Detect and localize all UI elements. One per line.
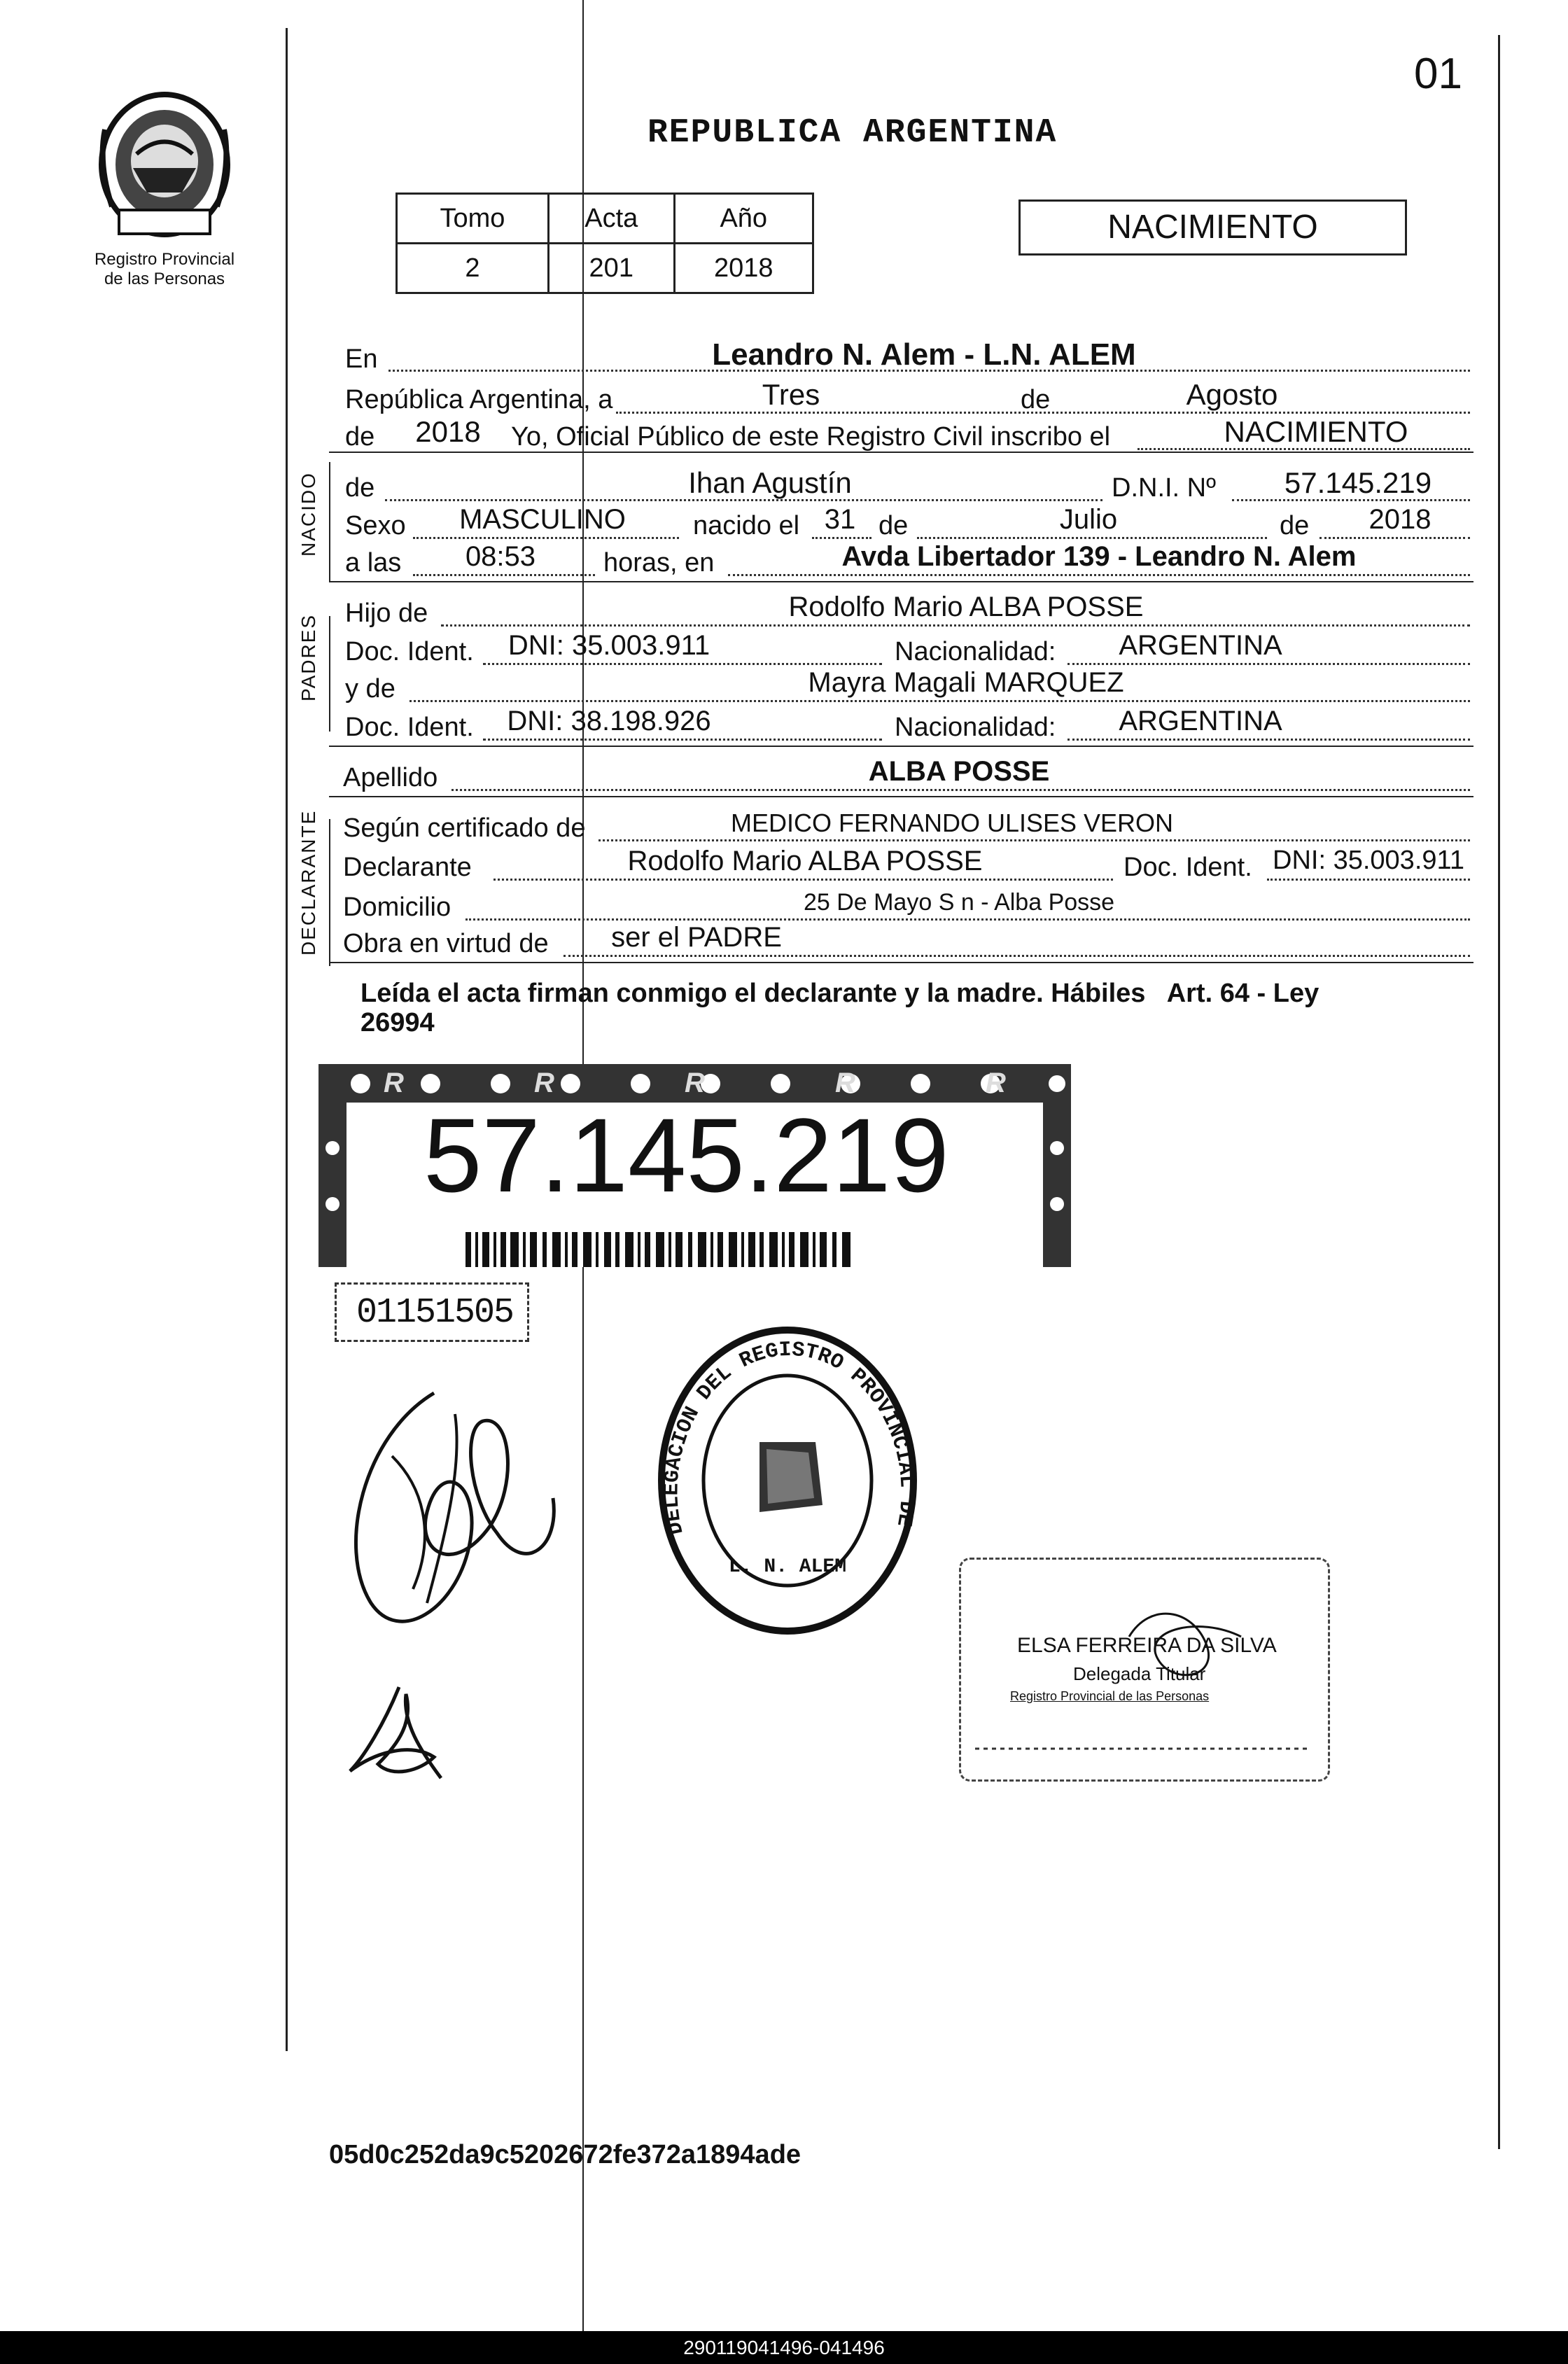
born-time: 08:53 xyxy=(465,541,536,572)
surname-divider xyxy=(329,796,1474,797)
declarant-section-bar xyxy=(329,819,330,966)
sticker-number: 57.145.219 xyxy=(424,1096,949,1214)
born-de-label-3: de xyxy=(1280,511,1310,540)
born-de-label-2: de xyxy=(878,511,909,540)
father-doc-label: Doc. Ident. xyxy=(345,637,474,666)
certificate-value: MEDICO FERNANDO ULISES VERON xyxy=(730,809,1174,837)
time-row xyxy=(413,574,595,576)
right-margin-line xyxy=(1498,35,1500,2149)
sex-row xyxy=(413,537,679,539)
day-value: Tres xyxy=(762,378,820,411)
signature-icon xyxy=(322,1372,588,1652)
born-month: Julio xyxy=(1059,504,1118,535)
barcode-icon xyxy=(465,1232,858,1267)
act-type: NACIMIENTO xyxy=(1107,209,1318,246)
sticker-border-letter: R xyxy=(685,1068,705,1098)
book-value-tomo: 2 xyxy=(397,244,549,293)
born-place-row xyxy=(728,574,1470,576)
acting-row xyxy=(564,955,1470,957)
declarant-row xyxy=(493,879,1113,881)
born-year: 2018 xyxy=(1368,504,1432,535)
certificate-row xyxy=(598,839,1470,841)
born-de-label: de xyxy=(345,473,375,503)
sticker-border-letters xyxy=(318,1068,1071,1099)
round-seal xyxy=(654,1323,920,1638)
child-name: Ihan Agustín xyxy=(688,466,852,499)
mother-nationality: ARGENTINA xyxy=(1119,706,1282,736)
registry-logo xyxy=(91,88,238,249)
officer-text: Yo, Oficial Público de este Registro Civil inscribo el xyxy=(511,422,1111,452)
country-title: REPUBLICA ARGENTINA xyxy=(648,114,1058,152)
father-name: Rodolfo Mario ALBA POSSE xyxy=(788,592,1144,622)
year-label: de xyxy=(345,422,375,452)
official-name: ELSA FERREIRA DA SILVA xyxy=(1017,1634,1277,1657)
page-number: 01 xyxy=(1414,50,1462,98)
born-place: Avda Libertador 139 - Leandro N. Alem xyxy=(841,541,1357,572)
born-year-row xyxy=(1320,537,1470,539)
declarant-doc-label: Doc. Ident. xyxy=(1124,853,1252,882)
father-doc-row xyxy=(483,663,882,665)
mother-nationality-row xyxy=(1068,739,1470,741)
round-seal-icon xyxy=(654,1323,920,1638)
section-label-parents: PADRES xyxy=(298,613,319,701)
born-section-bar xyxy=(329,462,330,581)
footer-id: 290119041496-041496 xyxy=(683,2337,885,2358)
born-month-row xyxy=(917,537,1267,539)
closing-text-line1: Leída el acta firman conmigo el declarante y la madre. Hábiles Art. 64 - Ley xyxy=(360,979,1320,1008)
serial-stamp xyxy=(335,1282,529,1342)
en-label: En xyxy=(345,344,378,374)
registry-name-line2: de las Personas xyxy=(104,270,225,288)
mother-name: Mayra Magali MARQUEZ xyxy=(808,667,1124,698)
official-signature-icon xyxy=(961,1560,1325,1770)
born-day: 31 xyxy=(824,504,856,535)
mother-nationality-label: Nacionalidad: xyxy=(895,713,1056,742)
intro-divider xyxy=(329,452,1474,453)
book-value-anio: 2018 xyxy=(674,244,813,293)
registry-name-line1: Registro Provincial xyxy=(94,250,235,269)
registry-name xyxy=(70,250,259,289)
acting-label: Obra en virtud de xyxy=(343,929,549,958)
act-type-box xyxy=(1018,200,1407,256)
official-stamp xyxy=(959,1558,1330,1782)
father-nationality-row xyxy=(1068,663,1470,665)
son-of-label: Hijo de xyxy=(345,599,428,628)
section-label-born: NACIDO xyxy=(298,472,319,557)
father-row xyxy=(441,624,1470,627)
book-value-acta: 201 xyxy=(548,244,674,293)
dni-label: D.N.I. Nº xyxy=(1112,473,1216,503)
left-margin-line xyxy=(286,28,288,2051)
act-value: NACIMIENTO xyxy=(1224,415,1408,448)
hours-label: horas, en xyxy=(603,548,715,578)
document-hash: 05d0c252da9c5202672fe372a1894ade xyxy=(329,2140,802,2169)
acting-value: ser el PADRE xyxy=(611,922,782,953)
sticker-border-letter: R xyxy=(384,1068,404,1098)
declarant-doc-row xyxy=(1267,879,1470,881)
official-role: Delegada Titular xyxy=(1073,1663,1206,1684)
born-day-row xyxy=(812,537,872,539)
mother-doc-label: Doc. Ident. xyxy=(345,713,474,742)
address-row xyxy=(465,918,1470,921)
book-header-tomo: Tomo xyxy=(397,194,549,244)
official-office: Registro Provincial de las Personas xyxy=(1010,1689,1210,1703)
place-value: Leandro N. Alem - L.N. ALEM xyxy=(712,337,1136,372)
certificate-label: Según certificado de xyxy=(343,813,586,843)
born-date-label: nacido el xyxy=(693,511,800,540)
dni-sticker xyxy=(318,1064,1071,1267)
declarant-doc: DNI: 35.003.911 xyxy=(1273,846,1464,875)
footer-bar xyxy=(0,2331,1568,2364)
section-label-declarant: DECLARANTE xyxy=(298,809,319,956)
address-label: Domicilio xyxy=(343,893,451,922)
father-doc: DNI: 35.003.911 xyxy=(507,630,710,661)
sticker-border-letter: R xyxy=(534,1068,554,1098)
year-value: 2018 xyxy=(415,415,481,448)
book-header-acta: Acta xyxy=(548,194,674,244)
initials-signature-icon xyxy=(336,1680,462,1785)
closing-text-line2: 26994 xyxy=(360,1008,435,1037)
address-value: 25 De Mayo S n - Alba Posse xyxy=(803,889,1115,916)
month-value: Agosto xyxy=(1186,378,1278,411)
born-divider xyxy=(329,581,1474,582)
father-nationality: ARGENTINA xyxy=(1119,630,1282,661)
at-label: a las xyxy=(345,548,402,578)
republic-label: República Argentina, a xyxy=(345,385,613,414)
declarant-label: Declarante xyxy=(343,853,472,882)
mother-row xyxy=(410,700,1470,702)
child-dni: 57.145.219 xyxy=(1284,466,1432,499)
mother-doc-row xyxy=(483,739,882,741)
and-of-label: y de xyxy=(345,674,396,704)
mother-doc: DNI: 38.198.926 xyxy=(507,706,711,736)
sticker-border-letter: R xyxy=(986,1068,1006,1098)
father-nationality-label: Nacionalidad: xyxy=(895,637,1056,666)
de-label-1: de xyxy=(1021,385,1051,414)
sex-value: MASCULINO xyxy=(459,504,626,535)
sex-label: Sexo xyxy=(345,511,406,540)
serial-number: 01151505 xyxy=(356,1293,514,1333)
round-seal-text: DELEGACION DEL REGISTRO PROVINCIAL DE xyxy=(660,1338,918,1537)
surname-row xyxy=(451,789,1470,791)
parents-section-bar xyxy=(329,616,330,732)
declarant-divider xyxy=(329,962,1474,963)
book-header-anio: Año xyxy=(674,194,813,244)
sticker-border-letter: R xyxy=(835,1068,855,1098)
declarant-name: Rodolfo Mario ALBA POSSE xyxy=(627,846,983,876)
book-table xyxy=(396,193,814,294)
surname-label: Apellido xyxy=(343,763,438,792)
parents-divider xyxy=(329,746,1474,747)
misiones-crest-icon xyxy=(91,88,238,249)
round-seal-inner-text: L. N. ALEM xyxy=(728,1556,847,1578)
surname-value: ALBA POSSE xyxy=(868,756,1050,787)
